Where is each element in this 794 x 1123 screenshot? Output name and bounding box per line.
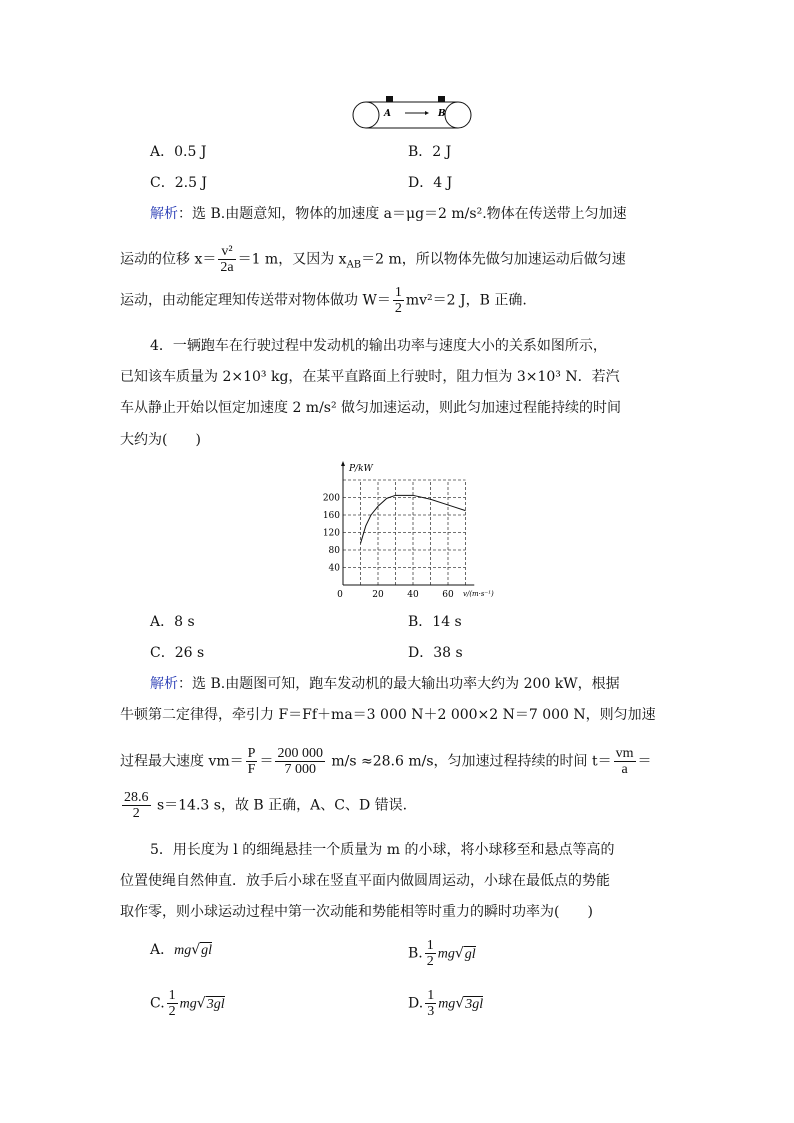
q5-option-a: A．mg√gl [150,942,213,958]
option-prefix: B. [408,945,423,962]
y-axis-arrow [341,461,345,466]
expr: mg [174,943,192,958]
q3-analysis-line1 [150,204,627,224]
denominator: 2a [220,260,234,275]
text: ＝1 m，又因为 x [237,251,347,268]
x-tick-label: 20 [372,590,384,600]
radicand: gl [464,946,476,962]
numerator: 1 [427,988,435,1003]
fraction [122,790,151,821]
option-prefix: D. [408,995,424,1012]
q5-option-b: B. $\frac{1}{2}$ mg√gl [408,938,476,969]
x-tick-label: 0 [337,590,343,600]
q3-option-c: C．2.5 J [150,175,208,191]
q5-stem-3: 取作零，则小球运动过程中第一次动能和势能相等时重力的瞬时功率为( ) [120,904,593,920]
numerator: 200 000 [277,746,323,761]
fraction [425,938,436,969]
numerator: 28.6 [124,790,149,805]
denominator: F [247,762,256,777]
denominator: 2 [132,806,140,821]
numerator: 1 [168,988,176,1003]
y-tick-label: 80 [328,546,340,556]
numerator: v² [218,244,235,260]
q4-stem-3: 车从静止开始以恒定加速度 2 m/s² 做匀加速运动，则此匀加速过程能持续的时间 [120,400,622,416]
text: ＝2 m，所以物体先做匀加速运动后做匀速 [361,251,626,268]
q4-option-c: C．26 s [150,645,205,661]
q3-analysis-line3 [120,285,527,316]
numerator: P [247,746,256,761]
text: 过程最大速度 vm＝ [120,753,244,770]
fraction [275,746,325,777]
block-a [386,96,393,102]
q4-analysis-line1 [150,674,620,694]
y-tick-label: 40 [328,563,340,574]
expr: mg [438,996,456,1012]
radicand: 3gl [465,996,484,1012]
x-axis-label: v/(m·s⁻¹) [463,590,494,598]
fraction [167,988,178,1019]
y-tick-label: 200 [322,493,340,504]
q4-analysis-line2: 牛顿第二定律得，牵引力 F＝Ff＋ma＝3 000 N＋2 000×2 N＝7 000 N，则匀加速 [120,707,656,723]
denominator: 7 000 [284,762,316,777]
q5-stem-2: 位置使绳自然伸直．放手后小球在竖直平面内做圆周运动，小球在最低点的势能 [120,873,610,889]
block-b [438,96,445,102]
radicand: gl [201,943,213,958]
analysis-label: 解析 [150,676,178,692]
x-tick-label: 40 [407,590,419,600]
option-prefix: A． [150,942,175,958]
q4-stem-2: 已知该车质量为 2×10³ kg，在某平直路面上行驶时，阻力恒为 3×10³ N．若汽 [120,369,620,385]
q3-analysis-line2 [120,244,626,275]
denominator: 3 [427,1004,435,1019]
q4-stem-1: 4．一辆跑车在行驶过程中发动机的输出功率与速度大小的关系如图所示， [150,338,607,354]
fraction [218,244,235,275]
expr: mg [437,946,455,962]
subscript: AB [346,259,362,271]
analysis-label: 解析 [150,206,178,222]
y-tick-label: 160 [322,511,340,521]
expr: mg [179,996,197,1012]
fraction [614,746,636,777]
denominator: a [621,762,628,777]
q5-option-c: C. $\frac{1}{2}$ mg√3gl [150,988,225,1019]
text: 运动，由动能定理知传送带对物体做功 W＝ [120,292,391,309]
option-prefix: C. [150,995,165,1012]
y-axis-label: P/kW [349,464,373,474]
fraction [425,988,436,1019]
q4-stem-4: 大约为( ) [120,432,201,448]
text: ＝ [637,753,652,770]
text: ＝ [259,753,274,770]
denominator: 2 [168,1004,176,1019]
text: ：选 B.由题图可知，跑车发动机的最大输出功率大约为 200 kW，根据 [178,676,620,692]
q5-option-d: D. $\frac{1}{3}$ mg√3gl [408,988,484,1019]
text: mv²＝2 J，B 正确. [405,292,527,309]
x-tick-label: 60 [442,590,454,600]
q3-option-a: A．0.5 J [150,144,207,160]
fraction [393,285,404,316]
q5-stem-1: 5．用长度为 l 的细绳悬挂一个质量为 m 的小球，将小球移至和悬点等高的 [150,842,615,858]
power-speed-chart [310,460,510,600]
radicand: 3gl [206,996,225,1012]
y-tick-label: 120 [322,528,340,539]
fraction [246,746,258,777]
q4-option-a: A．8 s [150,614,195,630]
numerator: vm [615,746,634,761]
q4-analysis-line4 [120,790,407,821]
q4-option-d: D．38 s [408,645,463,661]
text: ：选 B.由题意知，物体的加速度 a＝μg＝2 m/s².物体在传送带上匀加速 [178,206,627,222]
text: m/s ≈28.6 m/s，匀加速过程持续的时间 t＝ [326,753,612,770]
conveyor-belt-diagram [350,96,476,130]
numerator: 1 [426,938,434,953]
label-b: B [438,109,446,119]
denominator: 2 [394,301,402,316]
q4-option-b: B．14 s [408,614,462,630]
label-a: A [384,109,391,119]
q3-option-d: D．4 J [408,175,453,191]
denominator: 2 [426,954,434,969]
left-pulley [353,102,379,128]
numerator: 1 [394,285,402,300]
q4-analysis-line3 [120,746,652,777]
text: 运动的位移 x＝ [120,251,217,268]
q3-option-b: B．2 J [408,144,452,160]
text: s＝14.3 s，故 B 正确，A、C、D 错误. [152,797,408,814]
right-pulley [445,102,471,128]
